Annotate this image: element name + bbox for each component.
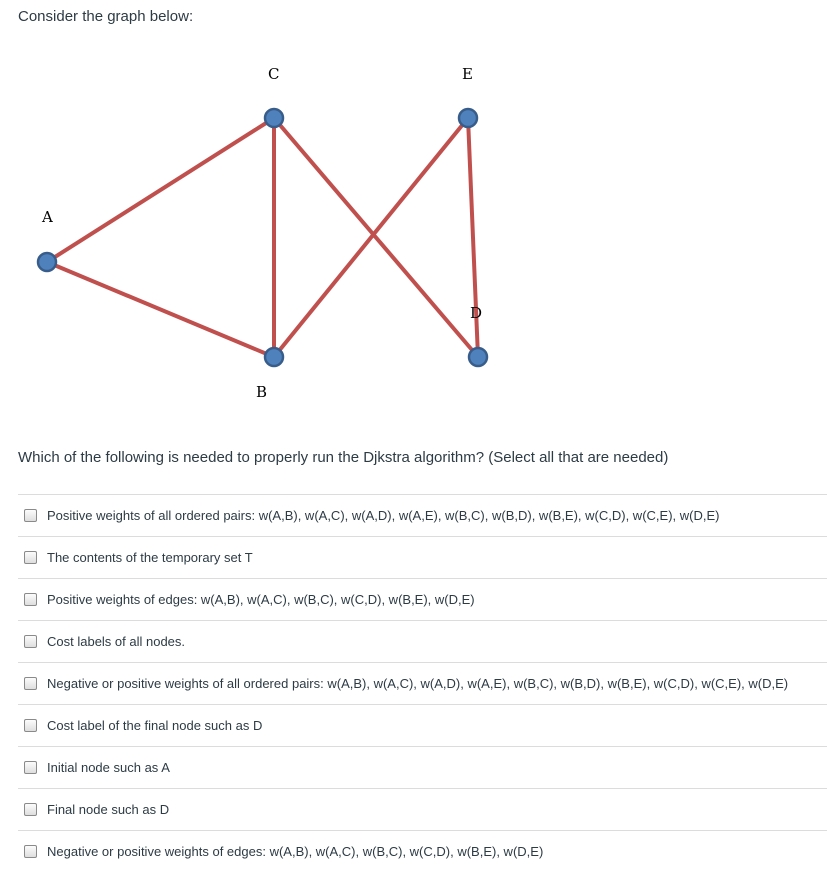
answer-checkbox[interactable] [24,593,37,606]
answer-checkbox[interactable] [24,719,37,732]
node-b [265,348,283,366]
answer-label: Negative or positive weights of all ordered pairs: w(A,B), w(A,C), w(A,D), w(A,E), w(B,C), w(B,D), w(B,E), w(C,D), w(C,E), w(D,E) [47,676,789,691]
answer-option[interactable] [18,578,827,620]
answer-option[interactable] [18,788,827,830]
node-label-e: E [462,65,473,83]
answer-checkbox[interactable] [24,677,37,690]
answer-checkbox[interactable] [24,509,37,522]
answer-option[interactable] [18,662,827,704]
node-c [265,109,283,127]
node-label-b: B [256,383,268,400]
answer-label: Initial node such as A [47,760,170,775]
answer-option[interactable] [18,704,827,746]
edge-a-b [47,262,274,357]
answer-option[interactable] [18,620,827,662]
answer-checkbox[interactable] [24,635,37,648]
answer-label: Positive weights of edges: w(A,B), w(A,C), w(B,C), w(C,D), w(B,E), w(D,E) [47,592,475,607]
edge-a-c [47,118,274,262]
node-label-c: C [268,65,280,83]
answer-option[interactable] [18,536,827,578]
answer-label: Negative or positive weights of edges: w(A,B), w(A,C), w(B,C), w(C,D), w(B,E), w(D,E) [47,844,544,859]
answer-option[interactable] [18,746,827,788]
answer-label: Cost labels of all nodes. [47,634,186,649]
answer-checkbox[interactable] [24,551,37,564]
graph-edges [47,118,478,357]
node-a [38,253,56,271]
question-text: Which of the following is needed to properly run the Djkstra algorithm? (Select all that are needed) [18,449,669,466]
node-label-a: A [42,208,53,226]
answer-label: Final node such as D [47,802,170,817]
answer-label: The contents of the temporary set T [47,550,253,565]
answer-list [18,494,827,872]
answer-checkbox[interactable] [24,761,37,774]
graph-nodes [38,109,487,366]
intro-text: Consider the graph below: [18,8,194,25]
answer-label: Cost label of the final node such as D [47,718,263,733]
answer-checkbox[interactable] [24,803,37,816]
answer-option[interactable] [18,494,827,536]
node-label-d: D [470,304,483,322]
node-e [459,109,477,127]
answer-checkbox[interactable] [24,845,37,858]
node-d [469,348,487,366]
graph-diagram [0,50,520,400]
answer-label: Positive weights of all ordered pairs: w(A,B), w(A,C), w(A,D), w(A,E), w(B,C), w(B,D), w(B,E), w(C,D), w(C,E), w(D,E) [47,508,720,523]
answer-option[interactable] [18,830,827,872]
